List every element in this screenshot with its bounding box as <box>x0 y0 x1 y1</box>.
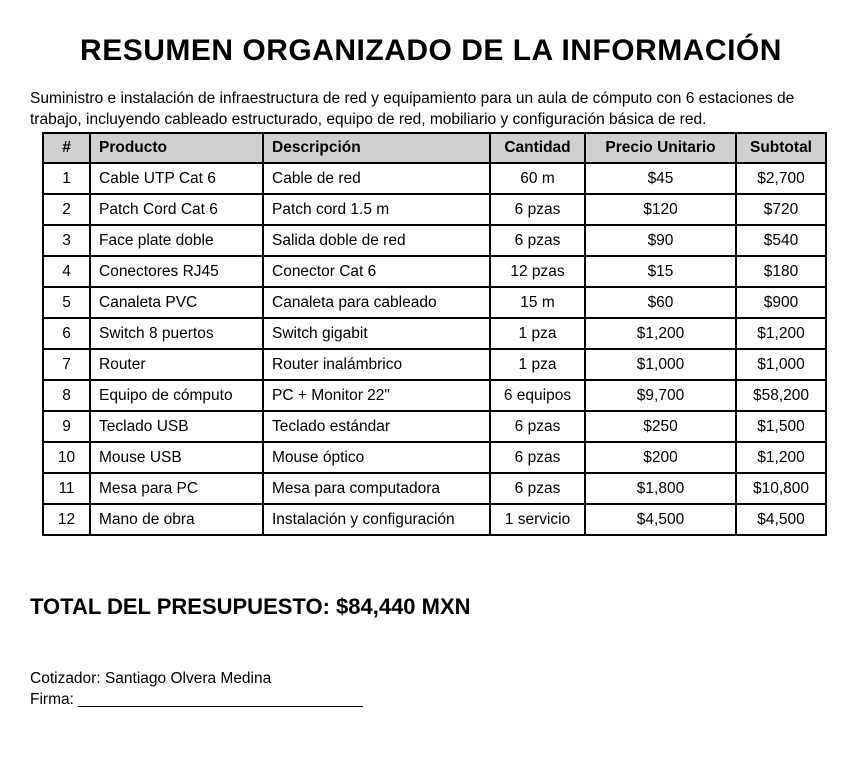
cell-producto: Face plate doble <box>90 225 263 256</box>
cell-producto: Mano de obra <box>90 504 263 535</box>
cell-descripcion: Patch cord 1.5 m <box>263 194 490 225</box>
cell-precio-unitario: $250 <box>585 411 736 442</box>
header-cell-precio-unitario: Precio Unitario <box>585 133 736 163</box>
cell-num: 3 <box>43 225 90 256</box>
cell-num: 10 <box>43 442 90 473</box>
cell-descripcion: Teclado estándar <box>263 411 490 442</box>
cell-subtotal: $1,000 <box>736 349 826 380</box>
cell-subtotal: $1,200 <box>736 442 826 473</box>
cell-num: 4 <box>43 256 90 287</box>
cell-precio-unitario: $120 <box>585 194 736 225</box>
table-row <box>43 411 826 442</box>
cell-precio-unitario: $9,700 <box>585 380 736 411</box>
cell-producto: Conectores RJ45 <box>90 256 263 287</box>
cell-producto: Equipo de cómputo <box>90 380 263 411</box>
firma-blank: _________________________________ <box>78 691 363 708</box>
cell-num: 11 <box>43 473 90 504</box>
cell-cantidad: 60 m <box>490 163 585 194</box>
cell-subtotal: $180 <box>736 256 826 287</box>
cell-descripcion: Router inalámbrico <box>263 349 490 380</box>
cell-producto: Cable UTP Cat 6 <box>90 163 263 194</box>
cell-cantidad: 6 pzas <box>490 411 585 442</box>
cell-cantidad: 6 pzas <box>490 225 585 256</box>
table-header-row <box>43 133 826 163</box>
cell-descripcion: Switch gigabit <box>263 318 490 349</box>
cell-producto: Router <box>90 349 263 380</box>
header-cell-num: # <box>43 133 90 163</box>
cell-producto: Patch Cord Cat 6 <box>90 194 263 225</box>
cell-precio-unitario: $15 <box>585 256 736 287</box>
cell-descripcion: Mesa para computadora <box>263 473 490 504</box>
cell-num: 2 <box>43 194 90 225</box>
cell-num: 1 <box>43 163 90 194</box>
cell-subtotal: $1,200 <box>736 318 826 349</box>
cell-cantidad: 6 pzas <box>490 194 585 225</box>
cell-num: 8 <box>43 380 90 411</box>
document-title: RESUMEN ORGANIZADO DE LA INFORMACIÓN <box>80 34 782 67</box>
cell-precio-unitario: $200 <box>585 442 736 473</box>
footer <box>30 668 832 710</box>
table-row <box>43 318 826 349</box>
table-row <box>43 225 826 256</box>
cell-producto: Mouse USB <box>90 442 263 473</box>
cell-descripcion: Cable de red <box>263 163 490 194</box>
budget-table-head <box>43 133 826 163</box>
budget-table <box>42 132 827 536</box>
firma-line <box>30 689 832 710</box>
cell-cantidad: 6 pzas <box>490 442 585 473</box>
table-row <box>43 504 826 535</box>
cotizador-line: Cotizador: Santiago Olvera Medina <box>30 670 272 687</box>
cell-subtotal: $58,200 <box>736 380 826 411</box>
table-row <box>43 287 826 318</box>
cell-producto: Switch 8 puertos <box>90 318 263 349</box>
header-cell-producto: Producto <box>90 133 263 163</box>
cell-cantidad: 1 pza <box>490 318 585 349</box>
cell-subtotal: $540 <box>736 225 826 256</box>
table-row <box>43 473 826 504</box>
cell-subtotal: $4,500 <box>736 504 826 535</box>
cell-descripcion: Conector Cat 6 <box>263 256 490 287</box>
cell-precio-unitario: $4,500 <box>585 504 736 535</box>
cell-producto: Teclado USB <box>90 411 263 442</box>
cell-precio-unitario: $1,200 <box>585 318 736 349</box>
cell-num: 5 <box>43 287 90 318</box>
header-cell-subtotal: Subtotal <box>736 133 826 163</box>
table-row <box>43 349 826 380</box>
cell-num: 6 <box>43 318 90 349</box>
cell-cantidad: 1 pza <box>490 349 585 380</box>
budget-table-body <box>43 163 826 535</box>
cell-num: 7 <box>43 349 90 380</box>
cell-precio-unitario: $1,800 <box>585 473 736 504</box>
cell-descripcion: Instalación y configuración <box>263 504 490 535</box>
cell-subtotal: $10,800 <box>736 473 826 504</box>
cell-precio-unitario: $90 <box>585 225 736 256</box>
cell-cantidad: 1 servicio <box>490 504 585 535</box>
cell-subtotal: $900 <box>736 287 826 318</box>
cell-cantidad: 6 pzas <box>490 473 585 504</box>
total-presupuesto: TOTAL DEL PRESUPUESTO: $84,440 MXN <box>30 594 471 619</box>
table-row <box>43 442 826 473</box>
cell-subtotal: $1,500 <box>736 411 826 442</box>
header-cell-cantidad: Cantidad <box>490 133 585 163</box>
cell-cantidad: 12 pzas <box>490 256 585 287</box>
cell-cantidad: 15 m <box>490 287 585 318</box>
cell-producto: Canaleta PVC <box>90 287 263 318</box>
table-row <box>43 256 826 287</box>
cell-descripcion: Canaleta para cableado <box>263 287 490 318</box>
cell-num: 12 <box>43 504 90 535</box>
cell-precio-unitario: $45 <box>585 163 736 194</box>
cell-descripcion: PC + Monitor 22" <box>263 380 490 411</box>
header-cell-descripcion: Descripción <box>263 133 490 163</box>
cell-subtotal: $720 <box>736 194 826 225</box>
cell-descripcion: Mouse óptico <box>263 442 490 473</box>
firma-label: Firma: <box>30 691 74 708</box>
cell-precio-unitario: $60 <box>585 287 736 318</box>
intro-paragraph: Suministro e instalación de infraestructura de red y equipamiento para un aula de cómputo con 6 estaciones de trabajo, incluyendo cableado estructurado, equipo de red, mobiliario y configuración básica de red. <box>30 90 795 128</box>
cell-num: 9 <box>43 411 90 442</box>
table-row <box>43 380 826 411</box>
cell-subtotal: $2,700 <box>736 163 826 194</box>
cell-precio-unitario: $1,000 <box>585 349 736 380</box>
table-row <box>43 163 826 194</box>
table-row <box>43 194 826 225</box>
cell-producto: Mesa para PC <box>90 473 263 504</box>
cell-descripcion: Salida doble de red <box>263 225 490 256</box>
cell-cantidad: 6 equipos <box>490 380 585 411</box>
